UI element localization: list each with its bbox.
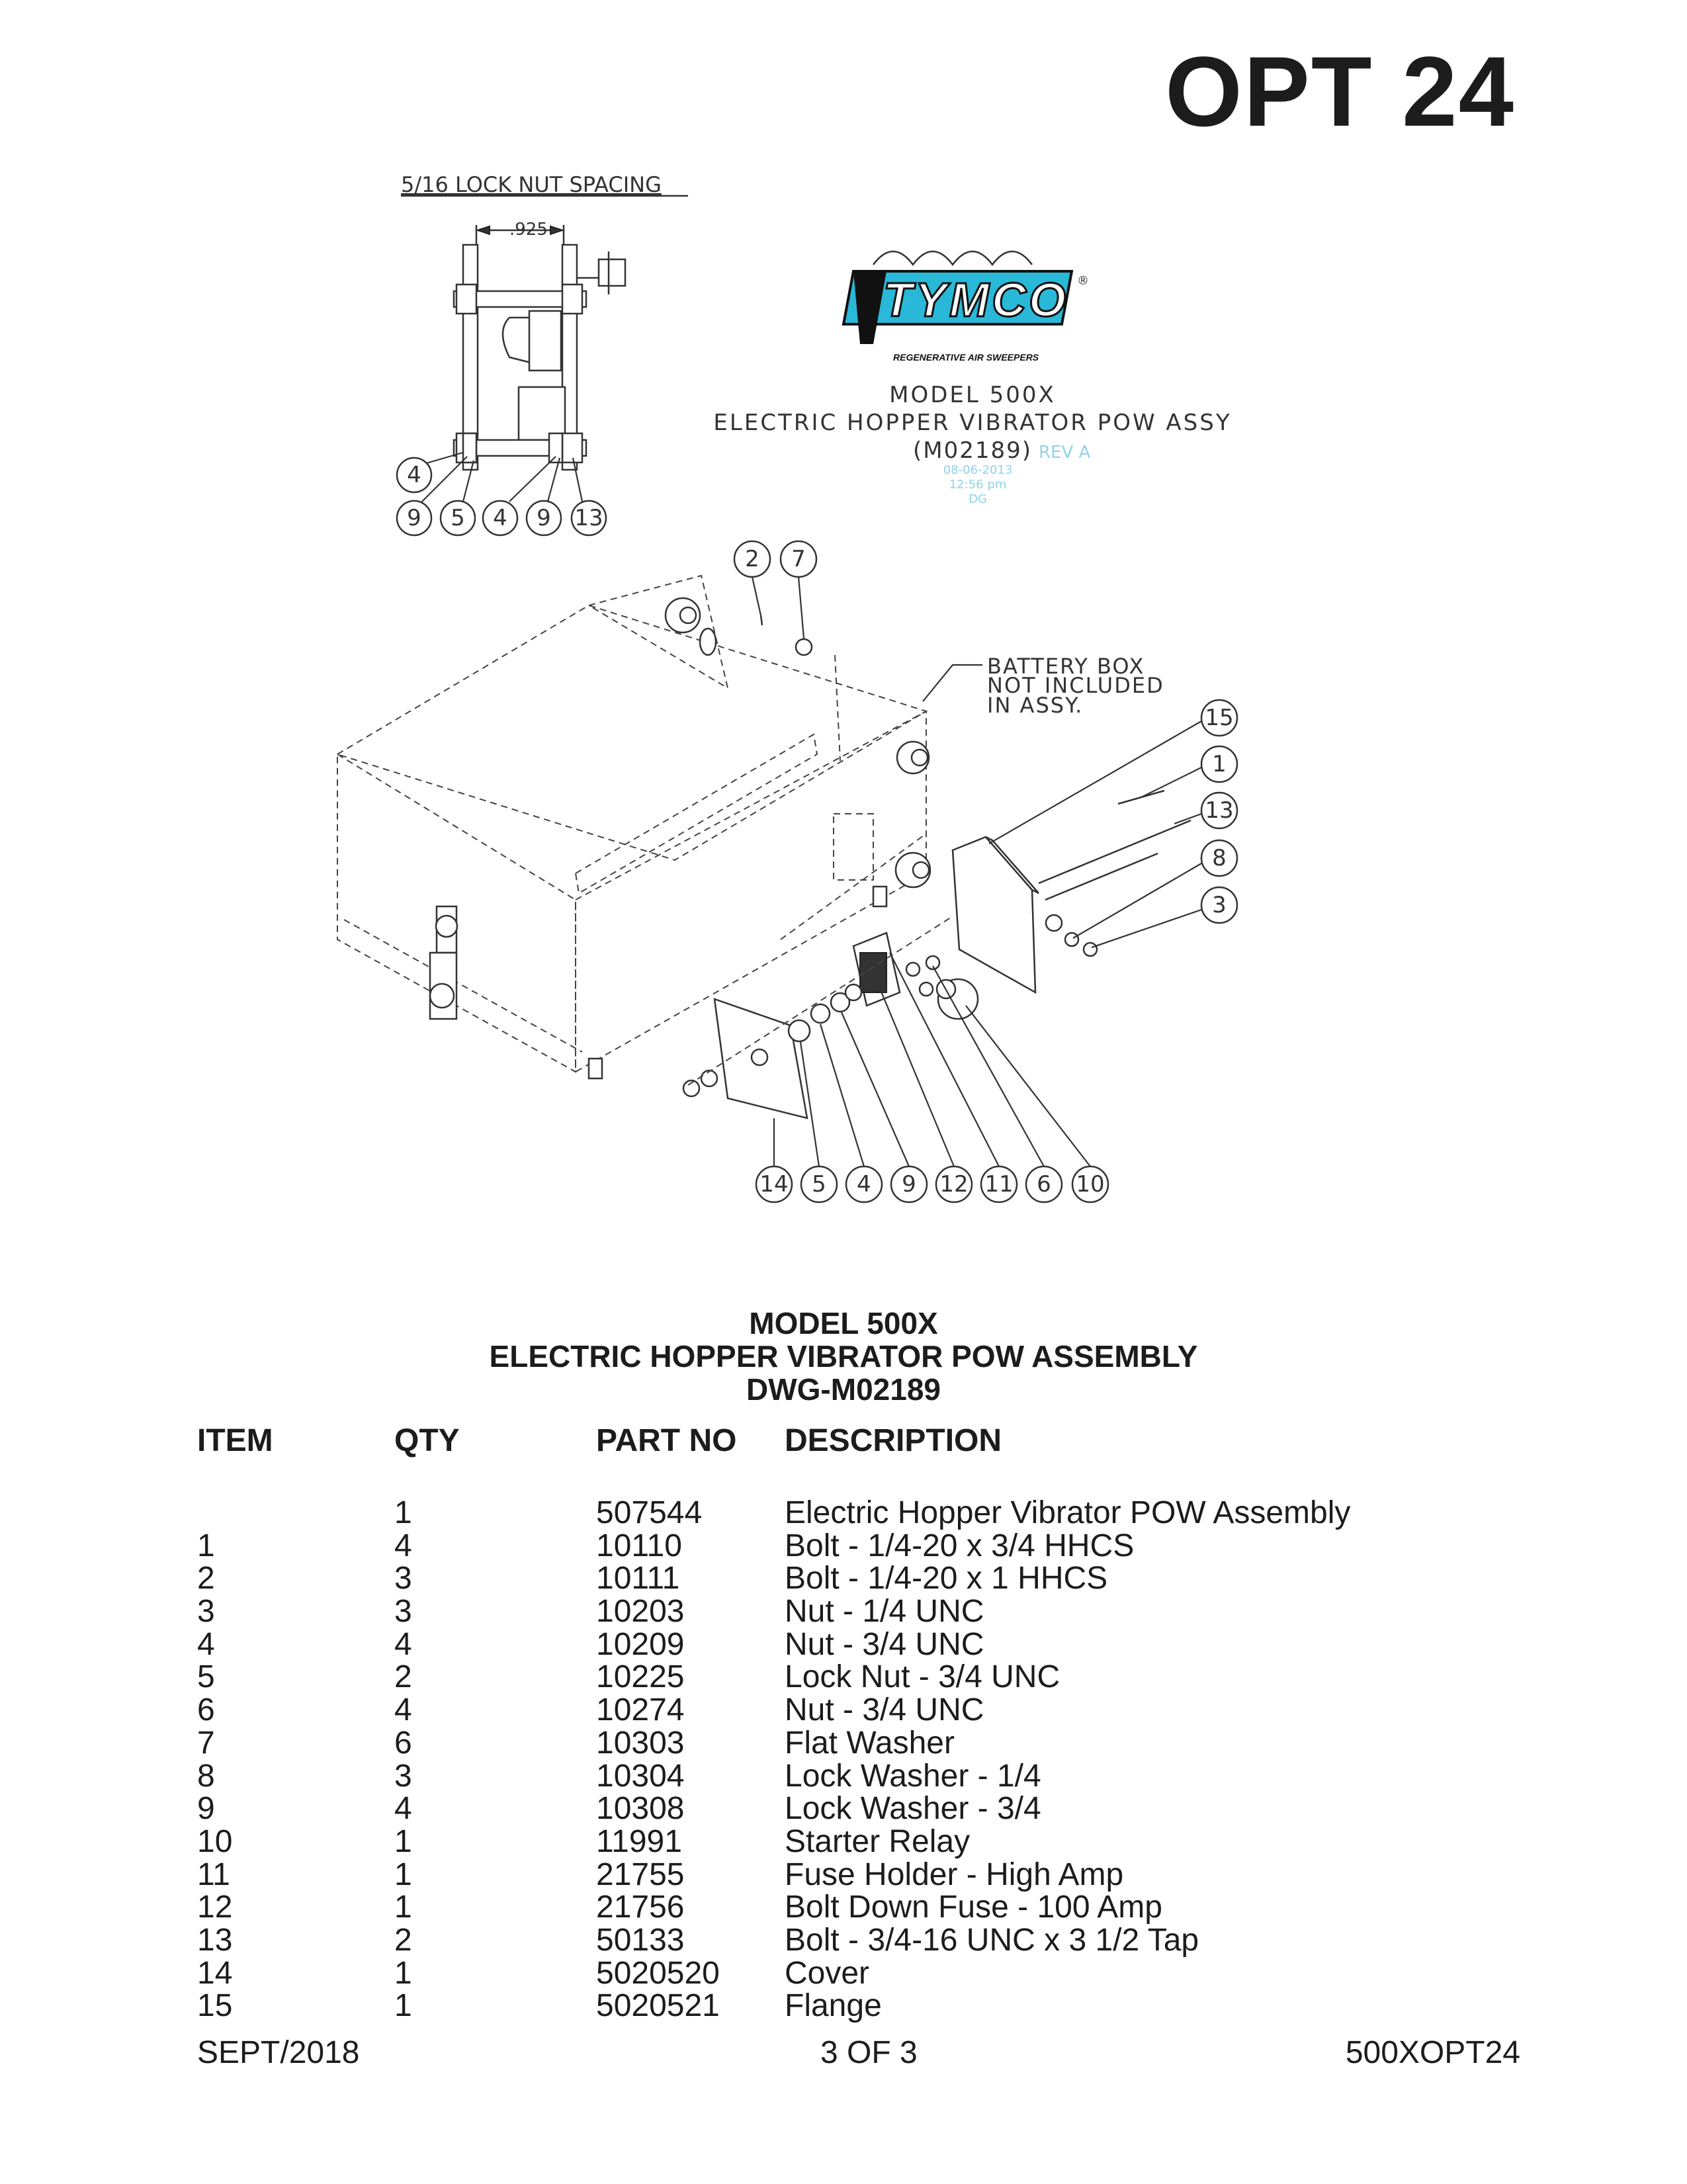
table-row (197, 1858, 1520, 1892)
table-row (197, 1530, 1520, 1563)
cell-qty: 4 (394, 1626, 412, 1662)
balloon (483, 501, 517, 535)
cell-description: Lock Washer - 3/4 (785, 1791, 1041, 1827)
cell-item: 8 (197, 1758, 215, 1794)
cell-description: Flat Washer (785, 1725, 955, 1761)
cell-item: 6 (197, 1692, 215, 1728)
cell-item: 11 (197, 1856, 230, 1892)
balloon (1201, 840, 1237, 876)
balloon (1201, 887, 1237, 923)
table-row (197, 1497, 1520, 1530)
cell-qty: 1 (394, 1495, 412, 1530)
cell-item: 14 (197, 1955, 233, 1991)
heading-assembly: ELECTRIC HOPPER VIBRATOR POW ASSEMBLY (489, 1339, 1198, 1374)
balloon (801, 1166, 837, 1202)
table-row (197, 1595, 1520, 1628)
cell-qty: 6 (394, 1725, 412, 1761)
svg-text:4: 4 (493, 505, 507, 531)
table-row (197, 1957, 1520, 1990)
heading-model: MODEL 500X (749, 1306, 938, 1340)
cell-description: Bolt - 1/4-20 x 1 HHCS (785, 1561, 1108, 1596)
cell-description: Lock Nut - 3/4 UNC (785, 1659, 1060, 1695)
flange (953, 837, 1035, 992)
balloon (734, 541, 770, 577)
dimension-value: .925 (509, 220, 548, 240)
page-label: OPT 24 (1165, 36, 1515, 147)
stamp-date: 08-06-2013 (943, 463, 1013, 477)
svg-text:11: 11 (984, 1171, 1014, 1198)
cell-description: Bolt - 1/4-20 x 3/4 HHCS (785, 1528, 1135, 1563)
tymco-logo (844, 251, 1089, 363)
drawing-number: (M02189) (913, 437, 1033, 464)
cell-description: Lock Washer - 1/4 (785, 1758, 1041, 1794)
cell-qty: 1 (394, 1988, 412, 2024)
table-row (197, 1891, 1520, 1924)
cell-description: Nut - 3/4 UNC (785, 1692, 984, 1728)
balloon (441, 501, 475, 535)
svg-text:2: 2 (745, 546, 759, 572)
table-row (197, 1989, 1520, 2023)
cell-description: Nut - 1/4 UNC (785, 1594, 984, 1630)
svg-text:3: 3 (1212, 892, 1227, 918)
cell-part-no: 10304 (596, 1758, 685, 1794)
drawing-rev: REV A (1039, 443, 1091, 462)
balloon (1201, 700, 1237, 736)
svg-text:12: 12 (939, 1171, 969, 1198)
cell-part-no: 21755 (596, 1856, 685, 1892)
svg-text:1: 1 (1212, 751, 1227, 777)
svg-text:®: ® (1077, 274, 1089, 288)
svg-text:5: 5 (812, 1171, 826, 1198)
balloon (781, 541, 816, 577)
brand-tagline: REGENERATIVE AIR SWEEPERS (893, 352, 1039, 363)
table-row (197, 1562, 1520, 1595)
heading-dwg: DWG-M02189 (746, 1372, 941, 1407)
cell-part-no: 10274 (596, 1692, 685, 1728)
note-line-1: BATTERY BOX (987, 654, 1145, 679)
cell-qty: 3 (394, 1594, 412, 1630)
cell-item: 3 (197, 1594, 215, 1630)
cell-qty: 2 (394, 1922, 412, 1958)
balloon (891, 1166, 927, 1202)
cell-part-no: 21756 (596, 1890, 685, 1925)
cell-description: Nut - 3/4 UNC (785, 1626, 984, 1662)
note-line-3: IN ASSY. (987, 693, 1084, 718)
balloon (1072, 1166, 1108, 1202)
stamp-time: 12:56 pm (949, 478, 1007, 492)
cell-description: Starter Relay (785, 1823, 971, 1859)
table-row (197, 1727, 1520, 1760)
svg-text:15: 15 (1205, 705, 1234, 731)
svg-text:4: 4 (407, 462, 421, 488)
cell-item: 15 (197, 1988, 233, 2024)
cell-qty: 3 (394, 1561, 412, 1596)
title-block (713, 382, 1231, 506)
cell-description: Flange (785, 1988, 882, 2024)
cell-item: 10 (197, 1823, 233, 1859)
detail-view (401, 172, 688, 470)
cell-description: Bolt Down Fuse - 100 Amp (785, 1890, 1162, 1925)
stamp-initials: DG (969, 492, 987, 506)
svg-text:9: 9 (537, 505, 551, 531)
header-description: DESCRIPTION (785, 1423, 1002, 1458)
drawing-model: MODEL 500X (889, 382, 1056, 408)
header-part-no: PART NO (596, 1423, 737, 1458)
cell-part-no: 5020520 (596, 1955, 720, 1991)
cell-part-no: 5020521 (596, 1988, 720, 2024)
svg-text:5: 5 (451, 505, 465, 531)
balloon (1201, 746, 1237, 782)
cell-part-no: 10303 (596, 1725, 685, 1761)
cell-description: Bolt - 3/4-16 UNC x 3 1/2 Tap (785, 1922, 1199, 1958)
balloon (846, 1166, 882, 1202)
svg-text:13: 13 (574, 505, 603, 531)
starter-relay (906, 956, 978, 1019)
footer-date: SEPT/2018 (197, 2035, 360, 2070)
balloon (981, 1166, 1017, 1202)
table-row (197, 1694, 1520, 1727)
table-row (197, 1628, 1520, 1661)
svg-text:4: 4 (857, 1171, 871, 1198)
svg-text:7: 7 (791, 546, 806, 572)
cell-item: 12 (197, 1890, 233, 1925)
table-row (197, 1825, 1520, 1858)
svg-text:9: 9 (407, 505, 421, 531)
balloon (397, 458, 431, 492)
cell-part-no: 10308 (596, 1791, 685, 1827)
balloon (572, 501, 606, 535)
brand-name: TYMCO (883, 274, 1068, 327)
cell-item: 7 (197, 1725, 215, 1761)
svg-text:6: 6 (1037, 1171, 1051, 1198)
cell-part-no: 10111 (596, 1561, 680, 1596)
cell-description: Electric Hopper Vibrator POW Assembly (785, 1495, 1351, 1530)
cell-qty: 2 (394, 1659, 412, 1695)
cell-item: 9 (197, 1791, 215, 1827)
cell-qty: 1 (394, 1856, 412, 1892)
detail-label: 5/16 LOCK NUT SPACING (401, 172, 662, 197)
cell-qty: 3 (394, 1758, 412, 1794)
cell-qty: 1 (394, 1955, 412, 1991)
cell-description: Fuse Holder - High Amp (785, 1856, 1124, 1892)
cell-qty: 4 (394, 1528, 412, 1563)
cell-item: 1 (197, 1528, 215, 1563)
cell-item: 5 (197, 1659, 215, 1695)
svg-text:9: 9 (902, 1171, 916, 1198)
cell-part-no: 10209 (596, 1626, 685, 1662)
svg-text:13: 13 (1205, 797, 1234, 824)
cell-part-no: 10110 (596, 1528, 682, 1563)
cell-item: 13 (197, 1922, 233, 1958)
cell-part-no: 10225 (596, 1659, 685, 1695)
cell-qty: 1 (394, 1890, 412, 1925)
table-row (197, 1760, 1520, 1793)
svg-text:14: 14 (759, 1171, 789, 1198)
cell-part-no: 10203 (596, 1594, 685, 1630)
header-qty: QTY (394, 1423, 460, 1458)
cell-qty: 1 (394, 1823, 412, 1859)
cell-item: 2 (197, 1561, 215, 1596)
balloon (756, 1166, 792, 1202)
footer-page: 3 OF 3 (820, 2035, 918, 2070)
cell-part-no: 50133 (596, 1922, 685, 1958)
cell-part-no: 507544 (596, 1495, 703, 1530)
footer-doc-code: 500XOPT24 (1345, 2035, 1520, 2070)
balloon (527, 501, 561, 535)
balloon (397, 501, 431, 535)
balloon (1201, 793, 1237, 828)
parts-rows (197, 1497, 1520, 2023)
table-row (197, 1924, 1520, 1957)
cell-description: Cover (785, 1955, 870, 1991)
table-row (197, 1661, 1520, 1694)
table-row (197, 1792, 1520, 1825)
drawing-assy: ELECTRIC HOPPER VIBRATOR POW ASSY (713, 410, 1232, 436)
cell-qty: 4 (394, 1791, 412, 1827)
mounting-bolts (1039, 791, 1191, 956)
cell-part-no: 11991 (596, 1823, 682, 1859)
note-line-2: NOT INCLUDED (987, 673, 1164, 698)
cell-item: 4 (197, 1626, 215, 1662)
svg-text:10: 10 (1076, 1171, 1105, 1198)
balloon (936, 1166, 972, 1202)
cell-qty: 4 (394, 1692, 412, 1728)
svg-text:8: 8 (1212, 845, 1227, 871)
header-item: ITEM (197, 1423, 273, 1458)
balloon (1026, 1166, 1062, 1202)
